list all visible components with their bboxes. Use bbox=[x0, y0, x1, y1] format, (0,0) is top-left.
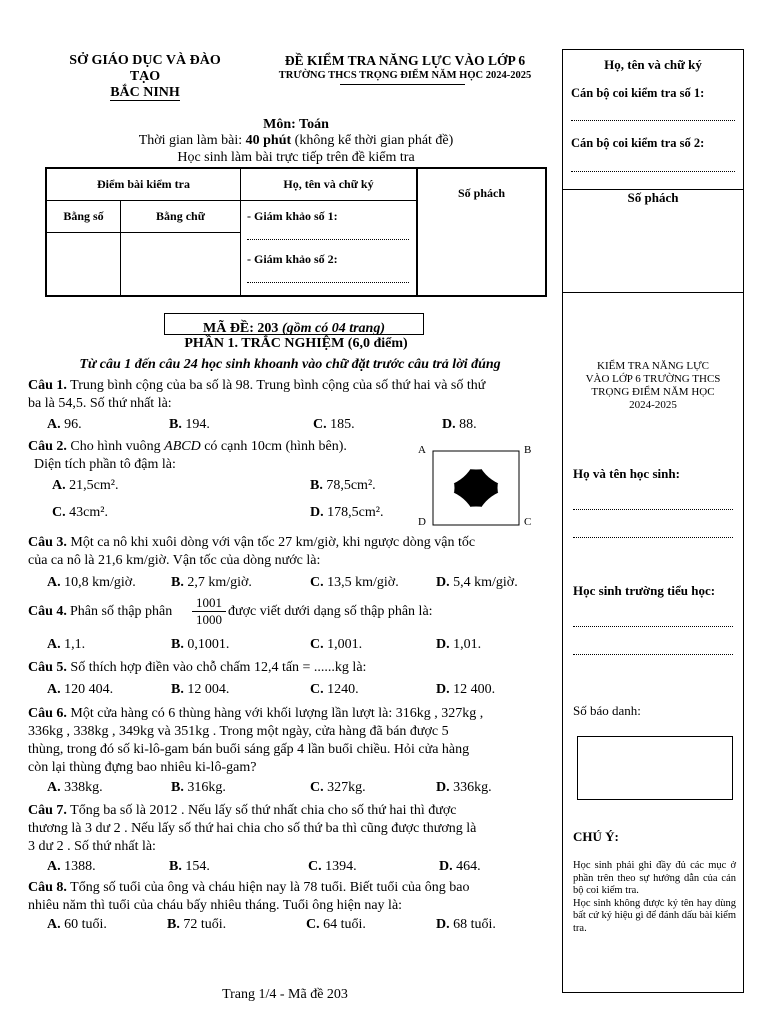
opt-letter: D. bbox=[439, 859, 453, 874]
side-code-label: Số phách bbox=[627, 190, 679, 205]
side-title-2: VÀO LỚP 6 TRƯỜNG THCS bbox=[585, 373, 721, 385]
by-words-header: Bằng chữ bbox=[121, 201, 241, 233]
q7-line-1: Tổng ba số là 2012 . Nếu lấy số thứ nhất chia cho số thứ hai thì được bbox=[66, 803, 457, 818]
q1-text-2: . Trung bình cộng của số thứ hai và số thứ bbox=[249, 378, 486, 393]
part1-title: PHẦN 1. TRẮC NGHIỆM (6,0 điểm) bbox=[184, 336, 408, 351]
opt-letter: A. bbox=[47, 575, 61, 590]
q4-d-text: 1,01. bbox=[453, 637, 482, 652]
q1-text-3: ba là bbox=[28, 396, 59, 411]
note-2: Học sinh không được ký tên hay dùng bất cứ ký hiệu gì để đánh dấu bài kiểm tra. bbox=[573, 897, 736, 934]
q2-figure bbox=[414, 442, 546, 532]
q3-option-c[interactable] bbox=[310, 575, 399, 591]
q1-text-1: Trung bình cộng của ba số là bbox=[66, 378, 236, 393]
q4-c-text: 1,001. bbox=[327, 637, 363, 652]
q4-option-a[interactable] bbox=[47, 637, 85, 653]
student-name-label: Họ và tên học sinh: bbox=[573, 466, 680, 481]
q2-option-d[interactable]: D. 178,5cm². bbox=[310, 505, 384, 520]
q5-text-2: tấn = ......kg là: bbox=[278, 660, 367, 675]
opt-letter: D. bbox=[436, 682, 450, 697]
q3-a-text: 10,8 km/giờ. bbox=[64, 575, 136, 590]
opt-letter: B. bbox=[171, 780, 184, 795]
q3-label: Câu 3. bbox=[28, 535, 67, 550]
opt-letter: A. bbox=[47, 417, 61, 432]
q8-option-c[interactable] bbox=[306, 917, 366, 933]
q8-c-text: 64 tuổi. bbox=[323, 917, 366, 932]
q6-option-d[interactable] bbox=[436, 780, 492, 796]
square-figure bbox=[432, 450, 520, 526]
opt-letter: D. bbox=[442, 417, 456, 432]
org-line-1: SỞ GIÁO DỤC VÀ ĐÀO bbox=[69, 53, 221, 68]
q3-option-d[interactable] bbox=[436, 575, 518, 591]
proctor-2-label: Cán bộ coi kiểm tra số 2: bbox=[571, 136, 705, 150]
q2-text-3: (hình bên). bbox=[281, 439, 347, 454]
side-divider-2 bbox=[563, 292, 743, 293]
q3-value-2: 21,6 bbox=[97, 553, 123, 568]
opt-letter: A. bbox=[47, 637, 61, 652]
examiner-2-label: - Giám khảo số 2: bbox=[247, 252, 338, 266]
q1-value-1: 98 bbox=[235, 378, 250, 393]
time-value: 40 phút bbox=[245, 133, 292, 148]
question-6 bbox=[28, 705, 546, 777]
side-title bbox=[563, 360, 743, 412]
exam-code-pages: (gồm có 04 trang) bbox=[281, 321, 385, 336]
q5-text-1: Số thích hợp điền vào chỗ chấm bbox=[66, 660, 254, 675]
opt-letter: D. bbox=[436, 780, 450, 795]
primary-school-label: Học sinh trường tiểu học: bbox=[573, 583, 716, 598]
q6-b-text: 316kg. bbox=[187, 780, 226, 795]
primary-school-line-2[interactable] bbox=[573, 654, 733, 655]
q2-d-text: 178,5cm² bbox=[327, 505, 380, 520]
time-suffix: (không kể thời gian phát đề) bbox=[291, 133, 454, 148]
opt-letter: C. bbox=[52, 505, 66, 520]
q7-c-text: 1394. bbox=[325, 859, 357, 874]
direct-note: Học sinh làm bài trực tiếp trên đề kiểm tra bbox=[177, 150, 415, 165]
opt-letter: D. bbox=[436, 637, 450, 652]
by-number-cell[interactable] bbox=[47, 233, 121, 295]
fig-label-d: D bbox=[418, 516, 426, 528]
q5-label: Câu 5. bbox=[28, 660, 67, 675]
q5-value-1: 12,4 bbox=[253, 660, 279, 675]
q6-c-text: 327kg. bbox=[327, 780, 366, 795]
q1-option-a[interactable] bbox=[47, 417, 82, 433]
q2-c-text: 43cm² bbox=[69, 505, 105, 520]
opt-letter: C. bbox=[310, 780, 324, 795]
time-prefix: Thời gian làm bài: bbox=[138, 133, 246, 148]
fig-label-c: C bbox=[524, 516, 532, 528]
fig-label-b: B bbox=[524, 444, 532, 456]
q7-option-b[interactable] bbox=[169, 859, 210, 875]
opt-letter: B. bbox=[169, 417, 182, 432]
by-words-cell[interactable] bbox=[121, 233, 241, 295]
score-table bbox=[45, 167, 547, 297]
q6-d-text: 336kg. bbox=[453, 780, 492, 795]
q2-option-b[interactable]: B. 78,5cm². bbox=[310, 478, 376, 493]
primary-school-line-1[interactable] bbox=[573, 626, 733, 627]
opt-letter: C. bbox=[310, 575, 324, 590]
q6-label: Câu 6. bbox=[28, 706, 67, 721]
subject: Môn: Toán bbox=[263, 117, 329, 132]
note-1: Học sinh phải ghi đầy đủ các mục ở phần trên theo sự hướng dẫn của cán bộ coi kiểm tra. bbox=[573, 860, 736, 896]
q7-option-c[interactable] bbox=[308, 859, 357, 875]
q4-option-d[interactable] bbox=[436, 637, 481, 653]
question-7 bbox=[28, 802, 546, 856]
q1-option-b[interactable] bbox=[169, 417, 210, 433]
candidate-no-label: Số báo danh: bbox=[573, 703, 641, 718]
opt-letter: B. bbox=[167, 917, 180, 932]
examiner-2-line[interactable] bbox=[247, 282, 409, 283]
question-1 bbox=[28, 377, 543, 413]
q4-b-text: 0,1001. bbox=[187, 637, 230, 652]
opt-letter: D. bbox=[436, 575, 450, 590]
time-info bbox=[46, 133, 546, 149]
q6-line-2: 336kg , 338kg , 349kg và 351kg . Trong một ngày, cửa hàng đã bán được 5 bbox=[28, 724, 449, 739]
q3-text-4: km/giờ. Vận tốc của dòng nước là: bbox=[122, 553, 321, 568]
part1-instruction: Từ câu 1 đến câu 24 học sinh khoanh vào chữ đặt trước câu trả lời đúng bbox=[79, 357, 501, 372]
question-4 bbox=[28, 595, 543, 631]
q4-text-2: được viết dưới dạng số thập phân là: bbox=[228, 604, 433, 619]
question-2 bbox=[28, 438, 418, 474]
q4-fraction bbox=[192, 595, 226, 628]
q6-option-c[interactable] bbox=[310, 780, 366, 796]
org-line-2: TẠO bbox=[129, 69, 161, 84]
q2-text-1: Cho hình vuông bbox=[66, 439, 165, 454]
q5-a-text: 120 404. bbox=[64, 682, 114, 697]
q7-line-3: 3 dư 2 . Số thứ nhất là: bbox=[28, 839, 156, 854]
q7-option-d[interactable] bbox=[439, 859, 481, 875]
exam-code bbox=[164, 321, 424, 337]
opt-letter: B. bbox=[169, 859, 182, 874]
q4-text-1: Phân số thập phân bbox=[70, 604, 173, 619]
student-name-line-2[interactable] bbox=[573, 537, 733, 538]
opt-letter: C. bbox=[310, 682, 324, 697]
name-header: Họ, tên và chữ ký bbox=[241, 169, 418, 201]
opt-letter: C. bbox=[313, 417, 327, 432]
opt-letter: A. bbox=[52, 478, 66, 493]
opt-letter: B. bbox=[171, 575, 184, 590]
opt-letter: C. bbox=[308, 859, 322, 874]
q1-value-2: 54,5 bbox=[58, 396, 83, 411]
note-body bbox=[573, 860, 736, 935]
q8-d-text: 68 tuổi. bbox=[453, 917, 496, 932]
q8-label: Câu 8. bbox=[28, 880, 67, 895]
q5-c-text: 1240. bbox=[327, 682, 359, 697]
exam-code-prefix: MÃ ĐỀ: 203 bbox=[203, 321, 282, 336]
org-name bbox=[55, 53, 235, 101]
opt-letter: B. bbox=[171, 682, 184, 697]
opt-letter: A. bbox=[47, 917, 61, 932]
student-name-line-1[interactable] bbox=[573, 509, 733, 510]
q3-d-text: 5,4 km/giờ. bbox=[453, 575, 518, 590]
q5-option-b[interactable] bbox=[171, 682, 229, 698]
q1-option-d[interactable] bbox=[442, 417, 477, 433]
q1-d-text: 88. bbox=[459, 417, 477, 432]
q1-text-4: . Số thứ nhất là: bbox=[82, 396, 172, 411]
q2-option-c[interactable]: C. 43cm². bbox=[52, 505, 108, 520]
q8-line-1: Tổng số tuổi của ông và cháu hiện nay là 78 tuổi. Biết tuổi của ông bao bbox=[66, 880, 470, 895]
q4-numerator: 1001 bbox=[192, 595, 226, 612]
q3-option-a[interactable] bbox=[47, 575, 136, 591]
q1-option-c[interactable] bbox=[313, 417, 355, 433]
side-name-sign: Họ, tên và chữ ký bbox=[604, 57, 702, 72]
q7-label: Câu 7. bbox=[28, 803, 67, 818]
candidate-no-box[interactable] bbox=[577, 736, 733, 800]
q1-a-text: 96. bbox=[64, 417, 82, 432]
q2-label: Câu 2. bbox=[28, 439, 67, 454]
opt-letter: D. bbox=[310, 505, 324, 520]
exam-title-line-1: ĐỀ KIỂM TRA NĂNG LỰC VÀO LỚP 6 bbox=[284, 53, 526, 68]
by-number-header: Bằng số bbox=[47, 201, 121, 233]
q5-b-text: 12 004. bbox=[187, 682, 230, 697]
q3-text-3: của ca nô là bbox=[28, 553, 98, 568]
q6-line-1: Một cửa hàng có 6 thùng hàng với khối lượng lần lượt là: 316kg , 327kg , bbox=[66, 706, 484, 721]
side-title-3: TRỌNG ĐIỂM NĂM HỌC bbox=[591, 386, 715, 398]
opt-letter: B. bbox=[171, 637, 184, 652]
proctor-1-line[interactable] bbox=[571, 120, 735, 121]
opt-letter: A. bbox=[47, 859, 61, 874]
q6-a-text: 338kg. bbox=[64, 780, 103, 795]
q7-d-text: 464. bbox=[456, 859, 481, 874]
q3-option-b[interactable] bbox=[171, 575, 252, 591]
q4-option-b[interactable] bbox=[171, 637, 229, 653]
q8-b-text: 72 tuổi. bbox=[183, 917, 227, 932]
examiner-cell bbox=[241, 201, 418, 295]
code-header: Số phách bbox=[457, 186, 506, 200]
q5-option-c[interactable] bbox=[310, 682, 359, 698]
opt-letter: D. bbox=[436, 917, 450, 932]
q4-option-c[interactable] bbox=[310, 637, 362, 653]
side-title-4: 2024-2025 bbox=[629, 399, 677, 411]
q8-option-a[interactable] bbox=[47, 917, 107, 933]
q7-b-text: 154. bbox=[185, 859, 210, 874]
opt-letter: B. bbox=[310, 478, 323, 493]
q7-a-text: 1388. bbox=[64, 859, 96, 874]
q2-b-text: 78,5cm² bbox=[326, 478, 373, 493]
q2-option-a[interactable]: A. 21,5cm². bbox=[52, 478, 119, 493]
q6-line-4: còn lại thùng đựng bao nhiêu ki-lô-gam? bbox=[28, 760, 257, 775]
q8-option-d[interactable] bbox=[436, 917, 496, 933]
side-panel bbox=[562, 49, 744, 993]
score-header: Điểm bài kiểm tra bbox=[47, 169, 241, 201]
opt-letter: C. bbox=[306, 917, 320, 932]
q8-a-text: 60 tuổi. bbox=[64, 917, 107, 932]
q6-option-a[interactable] bbox=[47, 780, 103, 796]
exam-title-line-2: TRƯỜNG THCS TRỌNG ĐIỂM NĂM HỌC 2024-2025 bbox=[278, 70, 532, 81]
examiner-1-label: - Giám khảo số 1: bbox=[247, 209, 338, 223]
q3-text-1: Một ca nô khi xuôi dòng với vận tốc bbox=[66, 535, 279, 550]
question-3 bbox=[28, 534, 543, 570]
proctor-2-line[interactable] bbox=[571, 171, 735, 172]
q4-a-text: 1,1. bbox=[64, 637, 86, 652]
q7-line-2: thương là 3 dư 2 . Nếu lấy số thứ hai chia cho số thứ ba thì cũng được thương là bbox=[28, 821, 477, 836]
opt-letter: A. bbox=[47, 780, 61, 795]
opt-letter: C. bbox=[310, 637, 324, 652]
opt-letter: A. bbox=[47, 682, 61, 697]
q3-b-text: 2,7 km/giờ. bbox=[187, 575, 252, 590]
side-title-1: KIỂM TRA NĂNG LỰC bbox=[597, 360, 709, 372]
q6-line-3: thùng, trong đó số ki-lô-gam bán buổi sáng gấp 4 lần buổi chiều. Hỏi cửa hàng bbox=[28, 742, 470, 757]
q2-value-1: ABCD bbox=[164, 439, 201, 454]
q5-option-a[interactable] bbox=[47, 682, 113, 698]
q5-d-text: 12 400. bbox=[453, 682, 496, 697]
exam-title bbox=[240, 53, 570, 82]
question-8 bbox=[28, 879, 546, 915]
q2-text-4: Diện tích phần tô đậm là: bbox=[34, 457, 176, 472]
q3-text-2: km/giờ, khi ngược dòng vận tốc bbox=[292, 535, 476, 550]
q5-option-d[interactable] bbox=[436, 682, 495, 698]
q3-c-text: 13,5 km/giờ. bbox=[327, 575, 399, 590]
q7-option-a[interactable] bbox=[47, 859, 96, 875]
page-footer: Trang 1/4 - Mã đề 203 bbox=[222, 987, 348, 1002]
q4-denominator: 1000 bbox=[196, 612, 222, 627]
q1-b-text: 194. bbox=[185, 417, 210, 432]
q1-c-text: 185. bbox=[330, 417, 355, 432]
q8-line-2: nhiêu năm thì tuổi của cháu bấy nhiêu tháng. Tuổi ông hiện nay là: bbox=[28, 898, 403, 913]
question-5 bbox=[28, 659, 543, 677]
fig-label-a: A bbox=[418, 444, 426, 456]
q3-value-1: 27 bbox=[278, 535, 293, 550]
note-title: CHÚ Ý: bbox=[573, 829, 619, 844]
q6-option-b[interactable] bbox=[171, 780, 226, 796]
q2-a-text: 21,5cm² bbox=[69, 478, 115, 493]
proctor-1-label: Cán bộ coi kiểm tra số 1: bbox=[571, 86, 705, 100]
q2-value-2: 10cm bbox=[250, 439, 282, 454]
q4-label: Câu 4. bbox=[28, 604, 67, 619]
title-underline bbox=[340, 84, 465, 85]
q1-label: Câu 1. bbox=[28, 378, 67, 393]
examiner-1-line[interactable] bbox=[247, 239, 409, 240]
org-line-3: BẮC NINH bbox=[110, 85, 180, 100]
q8-option-b[interactable] bbox=[167, 917, 226, 933]
q2-text-2: có cạnh bbox=[200, 439, 251, 454]
